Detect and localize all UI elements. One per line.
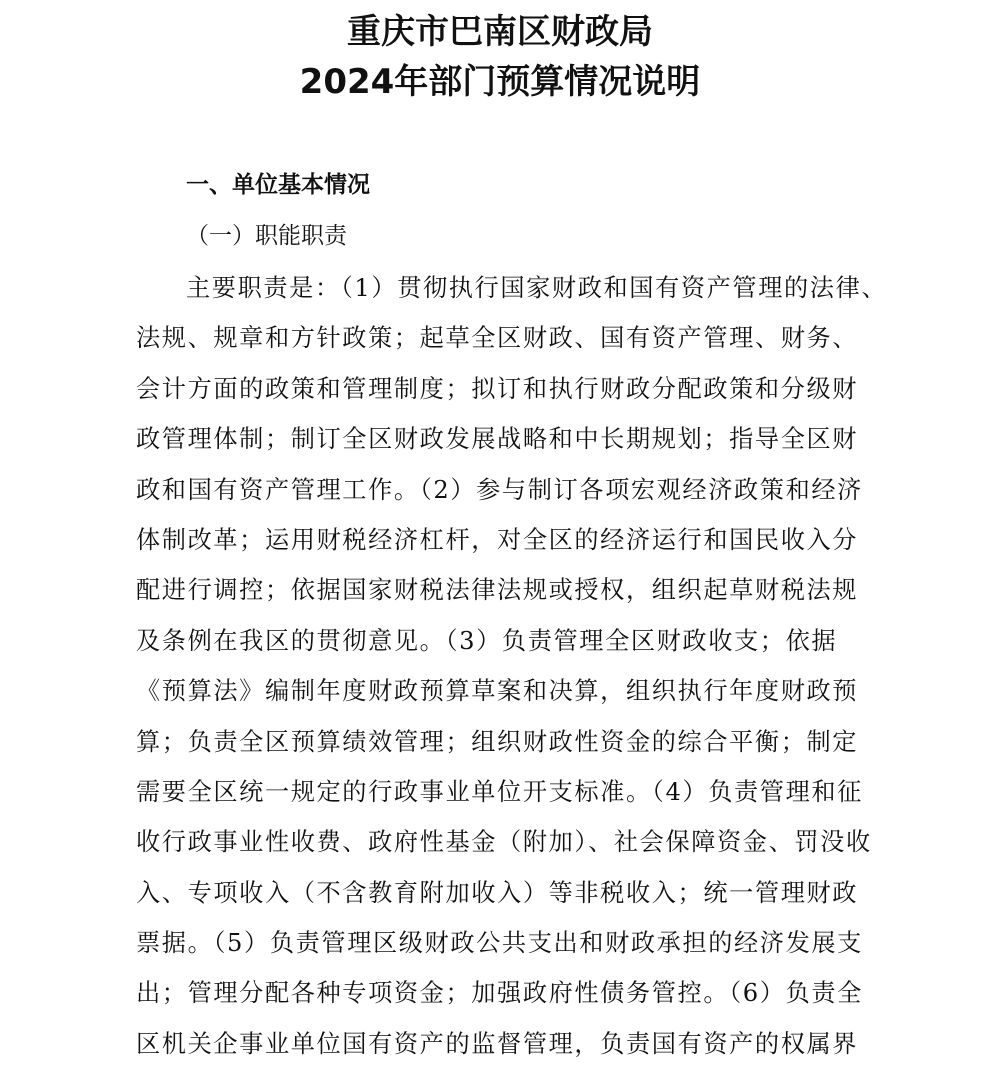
document-title-line-1: 重庆市巴南区财政局 — [347, 12, 653, 52]
paragraph-line: 收行政事业性收费、政府性基金（附加）、社会保障资金、罚没收 — [136, 828, 872, 857]
paragraph-line: 票据。（5）负责管理区级财政公共支出和财政承担的经济发展支 — [136, 929, 863, 958]
paragraph-line: 需要全区统一规定的行政事业单位开支标准。（4）负责管理和征 — [136, 777, 863, 806]
paragraph-line: 出；管理分配各种专项资金；加强政府性债务管控。（6）负责全 — [136, 979, 863, 1008]
paragraph-line: 及条例在我区的贯彻意见。（3）负责管理全区财政收支；依据 — [136, 626, 838, 655]
paragraph-line: 区机关企事业单位国有资产的监督管理，负责国有资产的权属界 — [136, 1029, 859, 1058]
paragraph-line: 会计方面的政策和管理制度；拟订和执行财政分配政策和分级财 — [136, 374, 859, 403]
body-paragraph — [136, 271, 896, 1077]
paragraph-line: 《预算法》编制年度财政预算草案和决算，组织执行年度财政预 — [136, 677, 859, 706]
paragraph-line: 法规、规章和方针政策；起草全区财政、国有资产管理、财务、 — [136, 324, 859, 353]
paragraph-line: 入、专项收入（不含教育附加收入）等非税收入；统一管理财政 — [136, 878, 859, 907]
document-title-line-2: 2024年部门预算情况说明 — [299, 62, 701, 102]
subsection-heading: （一）职能职责 — [186, 223, 347, 249]
paragraph-line: 算；负责全区预算绩效管理；组织财政性资金的综合平衡；制定 — [136, 727, 859, 756]
paragraph-line: 政和国有资产管理工作。（2）参与制订各项宏观经济政策和经济 — [136, 475, 863, 504]
paragraph-line: 政管理体制；制订全区财政发展战略和中长期规划；指导全区财 — [136, 425, 859, 454]
paragraph-line: 体制改革；运用财税经济杠杆，对全区的经济运行和国民收入分 — [136, 525, 859, 554]
paragraph-line: 配进行调控；依据国家财税法律法规或授权，组织起草财税法规 — [136, 576, 859, 605]
section-heading: 一、单位基本情况 — [186, 172, 370, 198]
paragraph-line: 主要职责是：（1）贯彻执行国家财政和国有资产管理的法律、 — [186, 274, 888, 302]
